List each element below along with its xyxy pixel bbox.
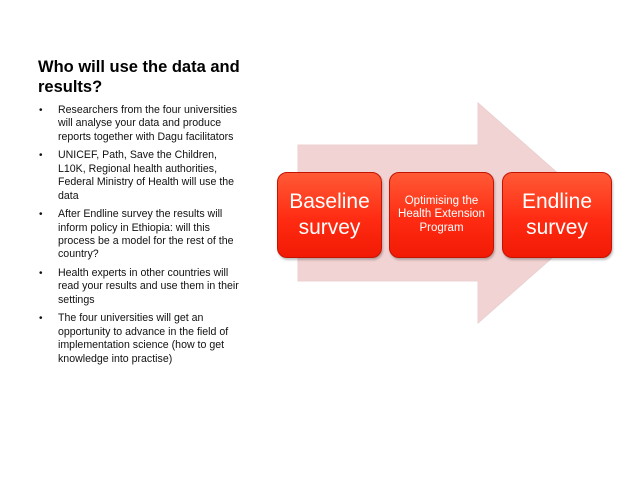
baseline-survey-box bbox=[277, 172, 382, 258]
baseline-survey-label: Baseline survey bbox=[289, 190, 370, 239]
list-item-text: The four universities will get an opportunity to advance in the field of implementation science (how to get knowledge into practise) bbox=[58, 312, 229, 365]
endline-survey-label: Endline survey bbox=[521, 190, 593, 239]
slide-title: Who will use the data and results? bbox=[38, 58, 240, 96]
optimising-program-label: Optimising the Health Extension Program bbox=[398, 194, 485, 234]
list-item-text: Health experts in other countries will read your results and use them in their settings bbox=[58, 267, 239, 306]
bullet-marker: • bbox=[39, 150, 43, 162]
list-item-text: UNICEF, Path, Save the Children, L10K, Regional health authorities, Federal Ministry of Health will use the data bbox=[58, 149, 235, 202]
bullet-marker: • bbox=[39, 209, 43, 221]
list-item-text: After Endline survey the results will inform policy in Ethiopia: will this process be a model for the rest of the country? bbox=[58, 208, 234, 261]
bullet-marker: • bbox=[39, 105, 43, 116]
optimising-program-box bbox=[389, 172, 494, 258]
endline-survey-box bbox=[502, 172, 612, 258]
list-item-text: Researchers from the four universities will analyse your data and produce reports together with Dagu facilitators bbox=[58, 104, 237, 143]
bullet-marker: • bbox=[39, 313, 43, 325]
bullet-marker: • bbox=[39, 268, 43, 280]
